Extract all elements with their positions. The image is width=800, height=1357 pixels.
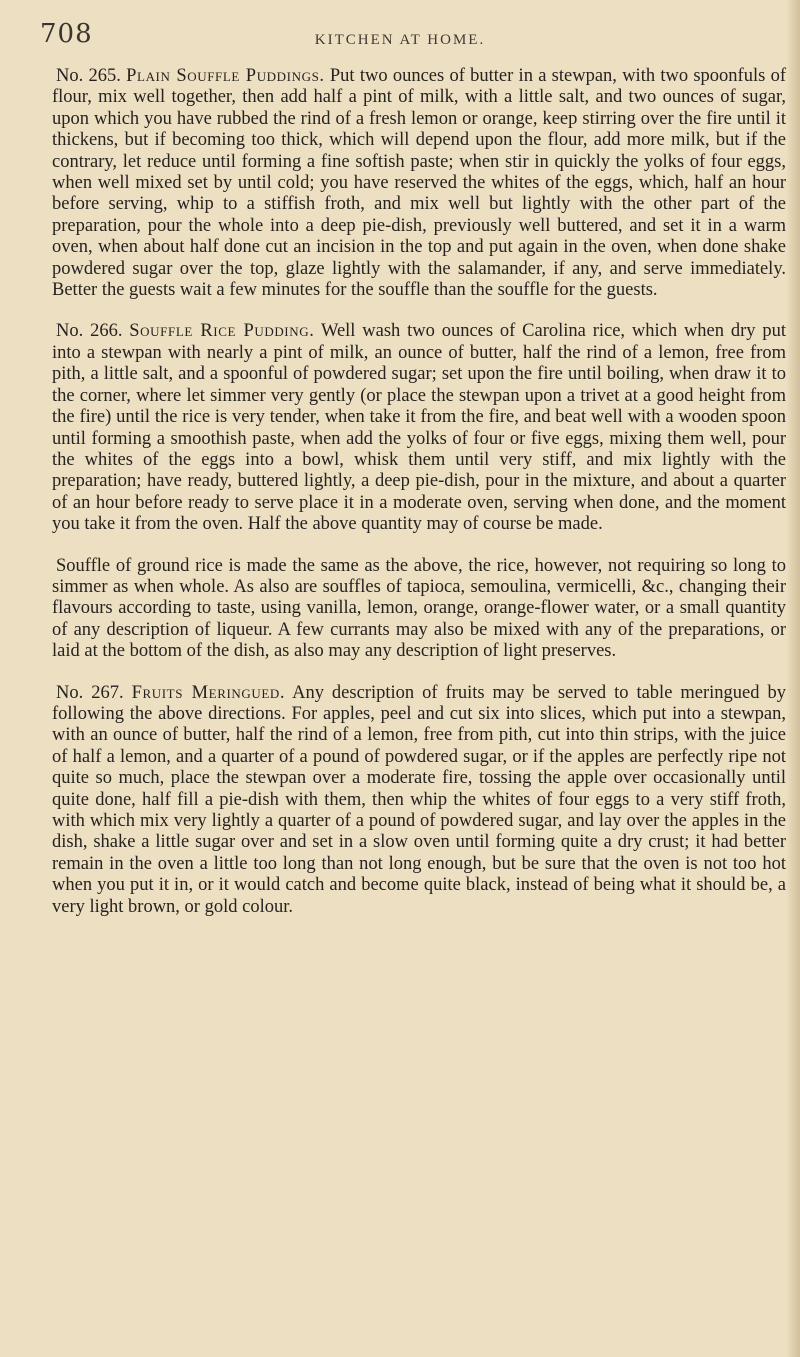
text-body [52, 66, 786, 938]
recipe-number: No. 266. [56, 321, 123, 342]
recipe-265 [52, 66, 786, 301]
recipe-267 [52, 683, 786, 918]
running-head: KITCHEN AT HOME. [314, 32, 486, 48]
recipe-text: Any description of fruits may be served to table meringued by following the above directions. For apples, peel and cut six into slices, which put into a stewpan, with an ounce of butter, half the rind of a lemon, free from pith, cut into thin strips, with the juice of half a lemon, and a quarter of a pound of powdered sugar, or if the apples are perfectly ripe not quite so much, place the stewpan over a moderate fire, tossing the apple over occasionally until quite done, half fill a pie-dish with them, then whip the whites of four eggs to a very stiff froth, with which mix very lightly a quarter of a pound of powdered sugar, and lay over the apples in the dish, shake a little sugar over and set in a slow oven until forming quite a dry crust; it had better remain in the oven a little too long than not long enough, but be sure that the oven is not too hot when you put it in, or it would catch and become quite black, instead of being what it should be, a very light brown, or gold colour. [52, 682, 786, 917]
page-number: 708 [40, 19, 93, 49]
recipe-title: Souffle Rice Pudding. [129, 321, 315, 342]
recipe-text: Put two ounces of butter in a stewpan, with two spoonfuls of flour, mix well together, then add half a pint of milk, with a little salt, and two ounces of sugar, upon which you have rubbed the rind of a fresh lemon or orange, keep stirring over the fire until it thickens, but if becoming too thick, which will depend upon the flour, add more milk, but if the contrary, let reduce until forming a fine softish paste; when stir in quickly the yolks of four eggs, when well mixed set by until cold; you have reserved the whites of the eggs, which, half an hour before serving, whip to a stiffish froth, and mix well but lightly with the other part of the preparation, pour the whole into a deep pie-dish, previously well buttered, and set it in a warm oven, when about half done cut an incision in the top and put again in the oven, when done shake powdered sugar over the top, glaze lightly with the salamander, if any, and serve immediately. Better the guests wait a few minutes for the souffle than the souffle for the guests. [52, 66, 786, 301]
recipe-title: Plain Souffle Puddings. [126, 66, 325, 86]
recipe-266-continuation: Souffle of ground rice is made the same as the above, the rice, however, not requiring so long to simmer as when whole. As also are souffles of tapioca, semoulina, vermicelli, &c., changing their flavours according to taste, using vanilla, lemon, orange, orange-flower water, or a small quantity of any description of liqueur. A few currants may also be mixed with any of the preparations, or laid at the bottom of the dish, as also may any description of light preserves. [52, 555, 786, 662]
recipe-text: Well wash two ounces of Carolina rice, which when dry put into a stewpan with nearly a pint of milk, an ounce of butter, half the rind of a lemon, free from pith, a little salt, and a spoonful of powdered sugar; set upon the fire until boiling, when draw it to the corner, where let simmer very gently (or place the stewpan upon a trivet at a good height from the fire) until the rice is very tender, when take it from the fire, and beat well with a wooden spoon until forming a smoothish paste, when add the yolks of four or five eggs, mixing them well, pour the whites of the eggs into a bowl, whisk them until very stiff, and mix lightly with the preparation; have ready, buttered lightly, a deep pie-dish, pour in the mixture, and about a quarter of an hour before ready to serve place it in a moderate oven, serving when done, and the moment you take it from the oven. Half the above quantity may of course be made. [52, 321, 786, 535]
page-edge-shadow [786, 0, 800, 1357]
recipe-number: No. 267. [56, 682, 124, 703]
recipe-title: Fruits Meringued. [131, 682, 286, 703]
recipe-266 [52, 321, 786, 535]
recipe-number: No. 265. [56, 66, 121, 86]
